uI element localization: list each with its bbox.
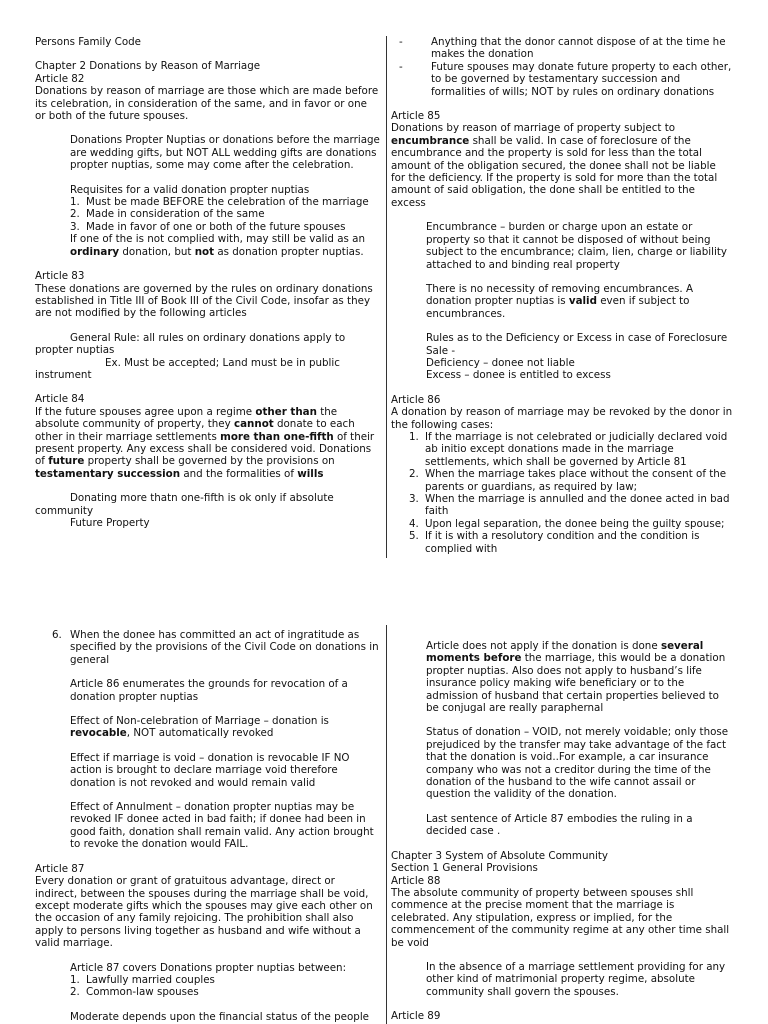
list-item: 3. Made in favor of one or both of the future spouses (70, 220, 346, 233)
void-marriage-effect: Effect if marriage is void – donation is revocable IF NO action is brought to declare marriage void therefore donation is not revoked and would remain valid (70, 751, 350, 789)
page1-right-column (391, 36, 733, 555)
section-1-heading: Section 1 General Provisions (391, 862, 538, 875)
article-82-text: Donations by reason of marriage are those which are made before its celebration, in consideration of the same, and in favor or one or both of the future spouses. (35, 85, 379, 123)
deficiency-rule: Deficiency – donee not liable (426, 356, 575, 369)
article-83-exception: Ex. Must be accepted; Land must be in public instrument (35, 356, 340, 381)
article-87-list (35, 974, 380, 999)
article-87-heading: Article 87 (35, 862, 85, 875)
list-item: - Future spouses may donate future property to each other, to be governed by testamentary succession and formalities of wills; NOT by rules on ordinary donations (399, 60, 732, 98)
foreclosure-rules-heading: Rules as to the Deficiency or Excess in case of Foreclosure Sale - (426, 332, 728, 357)
article-83-heading: Article 83 (35, 270, 85, 283)
article-84-note: Donating more thatn one-fifth is ok only if absolute community (35, 492, 334, 517)
list-item: 6. When the donee has committed an act of ingratitude as specified by the provisions of the Civil Code on donations in general (52, 629, 379, 666)
article-85-text: Donations by reason of marriage of property subject to encumbrance shall be valid. In case of foreclosure of the encumbrance and the property is sold for less than the total amount of the obligation secured, the donee shall not be liable for the deficiency. If the property is sold for more than the total amount of said obligation, the done shall be entitled to the excess (391, 122, 718, 209)
list-item: 5. If it is with a resolutory condition and the condition is complied with (409, 530, 700, 555)
no-necessity-note: There is no necessity of removing encumbrances. A donation propter nuptias is valid even if subject to encumbrances. (426, 282, 694, 320)
future-property-heading: Future Property (70, 517, 150, 529)
article-83-text: These donations are governed by the rules on ordinary donations established in Title III of Book III of the Civil Code, insofar as they are not modified by the following articles (35, 282, 373, 320)
list-item: 1. Lawfully married couples (70, 973, 215, 986)
encumbrance-definition: Encumbrance – burden or charge upon an estate or property so that it cannot be disposed of without being subject to the encumbrance; claim, lien, charge or liability attached to and binding real property (426, 221, 727, 271)
non-celebration-effect: Effect of Non-celebration of Marriage – donation is revocable, NOT automatically revoked (70, 715, 329, 740)
article-84-text: If the future spouses agree upon a regime other than the absolute community of property, they cannot donate to each other in their marriage settlements more than one-fifth of their present property. Any excess shall be considered void. Donations of future property shall be governed by the provisions on testamentary succession and the formalities of wills (35, 405, 375, 480)
page2-left-column (35, 629, 380, 1023)
annulment-effect: Effect of Annulment – donation propter nuptias may be revoked IF donee acted in bad faith; if donee had been in good faith, donation shall remain valid. Any action brought to revoke the donation would FAIL. (70, 801, 374, 851)
article-82-heading: Article 82 (35, 72, 85, 85)
page2-right-column (391, 640, 733, 1023)
article-86-text: A donation by reason of marriage may be revoked by the donor in the following cases: (391, 406, 733, 431)
article-88-heading: Article 88 (391, 874, 441, 887)
document-title: Persons Family Code (35, 36, 142, 48)
article-83-general-rule: General Rule: all rules on ordinary donations apply to propter nuptias (35, 331, 346, 357)
list-item: 4. Upon legal separation, the donee being the guilty spouse; (409, 517, 725, 530)
page1-left-column (35, 36, 380, 529)
list-item: 2. Common-law spouses (70, 986, 199, 999)
chapter-heading: Chapter 2 Donations by Reason of Marriage (35, 60, 261, 73)
article-89-heading: Article 89 (391, 1010, 441, 1023)
article-87-covers: Article 87 covers Donations propter nuptias between: (70, 961, 347, 974)
list-item: 1. Must be made BEFORE the celebration of the marriage (70, 196, 369, 209)
article-86-list (391, 431, 733, 555)
list-item: - Anything that the donor cannot dispose of at the time he makes the donation (399, 36, 726, 61)
chapter-3-heading: Chapter 3 System of Absolute Community (391, 849, 609, 862)
requisites-note: If one of the is not complied with, may still be valid as an ordinary donation, but not as donation propter nuptias. (70, 233, 365, 258)
article-82-note: Donations Propter Nuptias or donations before the marriage are wedding gifts, but NOT ALL wedding gifts are donations propter nuptias, some may come after the celebration. (70, 134, 380, 172)
article-84-heading: Article 84 (35, 393, 85, 406)
list-item: 2. Made in consideration of the same (70, 208, 265, 221)
article-88-text: The absolute community of property between spouses shll commence at the precise moment that the marriage is celebrated. Any stipulation, express or implied, for the commencement of the community regime at any other time shall be void (391, 886, 730, 949)
article-86-heading: Article 86 (391, 393, 441, 406)
donation-status: Status of donation – VOID, not merely voidable; only those prejudiced by the transfer may take advantage of the fact that the donation is void..For example, a car insurance company who was not a creditor during the time of the donation of the husband to the wife cannot assail or question the validity of the donation. (426, 726, 729, 801)
absence-note: In the absence of a marriage settlement providing for any other kind of matrimonial property regime, absolute community shall govern the spouses. (426, 960, 726, 998)
article-86-enumeration-note: Article 86 enumerates the grounds for revocation of a donation propter nuptias (70, 678, 348, 703)
article-87-text: Every donation or grant of gratuitous advantage, direct or indirect, between the spouses during the marriage shall be void, except moderate gifts which the spouses may give each other on the occasion of any family rejoicing. The prohibition shall also apply to persons living together as husband and wife without a valid marriage. (35, 875, 373, 950)
list-item: 1. If the marriage is not celebrated or judicially declared void ab initio except donations made in the marriage settlements, which shall be governed by Article 81 (409, 430, 728, 468)
article-85-heading: Article 85 (391, 110, 441, 123)
requisites-list (35, 196, 380, 258)
moderate-note: Moderate depends upon the financial status of the people (70, 1010, 370, 1023)
not-apply-note: Article does not apply if the donation is done several moments before the marriage, this would be a donation propter nuptias. Also does not apply to husband’s life insurance policy making wife beneficiary or to the admission of husband that certain properties believed to be conjugal are really paraphernal (426, 640, 726, 715)
excess-rule: Excess – donee is entitled to excess (426, 369, 611, 382)
last-sentence-note: Last sentence of Article 87 embodies the ruling in a decided case . (426, 812, 693, 838)
list-item: 2. When the marriage takes place without the consent of the parents or guardians, as required by law; (409, 468, 727, 493)
column-divider-top (386, 36, 387, 558)
requisites-heading: Requisites for a valid donation propter nuptias (70, 183, 310, 196)
column-divider-bottom (386, 625, 387, 1024)
list-item: 3. When the marriage is annulled and the donee acted in bad faith (409, 493, 730, 518)
